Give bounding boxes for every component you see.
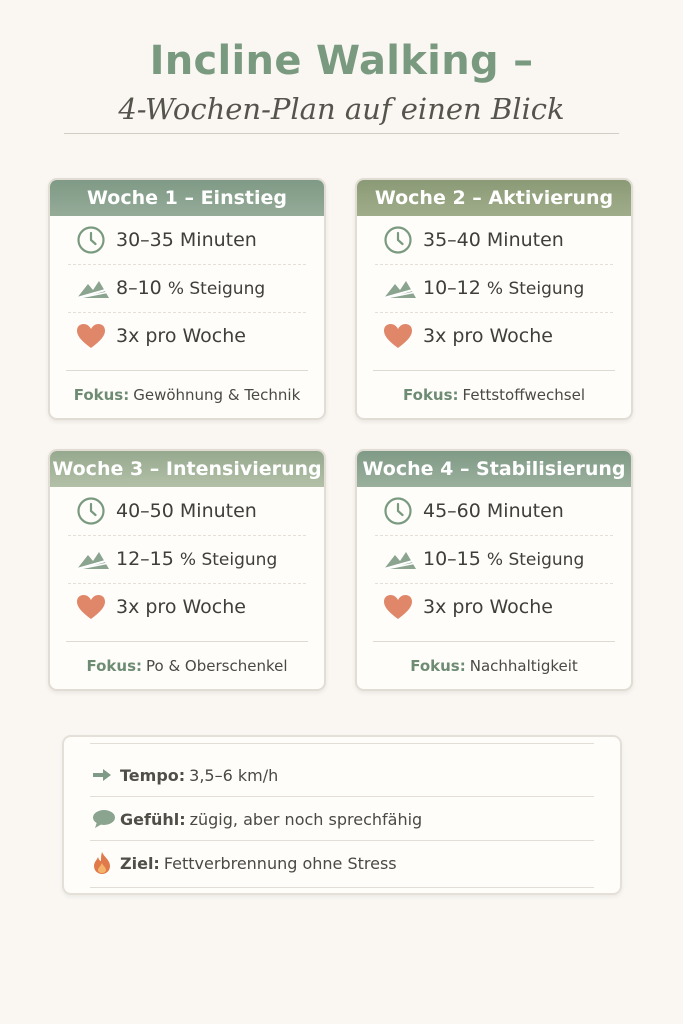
clock-icon <box>76 224 110 256</box>
week-card-heading: Woche 2 – Aktivierung <box>357 180 631 216</box>
mountain-icon <box>383 543 417 575</box>
feeling-value: zügig, aber noch sprechfähig <box>189 809 423 829</box>
focus-label: Fokus: <box>403 386 459 404</box>
clock-icon <box>383 224 417 256</box>
summary-divider <box>90 887 594 888</box>
arrow-right-icon <box>92 768 116 782</box>
tempo-row <box>92 755 278 795</box>
duration-row <box>68 216 306 265</box>
duration-text: 35–40 Minuten <box>423 229 564 251</box>
focus-value: Po & Oberschenkel <box>146 657 288 675</box>
heart-icon <box>76 591 110 623</box>
frequency-row <box>68 583 306 631</box>
week-card-2 <box>355 178 633 420</box>
speech-bubble-icon <box>92 809 116 829</box>
frequency-text: 3x pro Woche <box>423 596 553 618</box>
duration-row <box>68 487 306 536</box>
heart-icon <box>383 591 417 623</box>
frequency-row <box>68 312 306 360</box>
mountain-icon <box>76 543 110 575</box>
focus-label: Fokus: <box>86 657 143 675</box>
focus-label: Fokus: <box>73 386 130 404</box>
duration-row <box>375 216 613 265</box>
frequency-row <box>375 312 613 360</box>
week-card-4 <box>355 449 633 691</box>
frequency-text: 3x pro Woche <box>423 325 553 347</box>
title-divider <box>64 133 619 134</box>
focus-line <box>66 641 308 690</box>
focus-value: Nachhaltigkeit <box>469 657 578 675</box>
week-card-1 <box>48 178 326 420</box>
goal-label: Ziel: <box>120 853 160 873</box>
incline-row <box>68 264 306 313</box>
incline-value: 8–10 <box>116 277 162 299</box>
page-title: Incline Walking – <box>149 38 534 84</box>
summary-divider <box>90 796 594 797</box>
focus-line <box>66 370 308 419</box>
focus-value: Gewöhnung & Technik <box>133 386 301 404</box>
incline-row <box>68 535 306 584</box>
incline-unit: % Steigung <box>486 279 585 299</box>
focus-label: Fokus: <box>410 657 466 675</box>
frequency-text: 3x pro Woche <box>116 325 246 347</box>
goal-row <box>92 843 397 883</box>
focus-line <box>373 370 615 419</box>
week-card-heading: Woche 4 – Stabilisierung <box>357 451 631 487</box>
tempo-value: 3,5–6 km/h <box>189 765 279 785</box>
summary-divider <box>90 743 594 744</box>
tempo-label: Tempo: <box>120 765 186 785</box>
summary-divider <box>90 840 594 841</box>
flame-icon <box>92 851 116 875</box>
focus-line <box>373 641 615 690</box>
duration-row <box>375 487 613 536</box>
duration-text: 40–50 Minuten <box>116 500 257 522</box>
duration-text: 30–35 Minuten <box>116 229 257 251</box>
page-subtitle: 4-Wochen-Plan auf einen Blick <box>118 92 565 126</box>
incline-value: 12–15 <box>116 548 174 570</box>
heart-icon <box>383 320 417 352</box>
focus-value: Fettstoffwechsel <box>462 386 585 404</box>
incline-unit: % Steigung <box>486 550 585 570</box>
heart-icon <box>76 320 110 352</box>
mountain-icon <box>76 272 110 304</box>
mountain-icon <box>383 272 417 304</box>
feeling-row <box>92 799 422 839</box>
incline-value: 10–15 <box>423 548 481 570</box>
incline-value: 10–12 <box>423 277 481 299</box>
feeling-label: Gefühl: <box>120 809 186 829</box>
summary-box <box>62 735 622 895</box>
clock-icon <box>383 495 417 527</box>
clock-icon <box>76 495 110 527</box>
frequency-row <box>375 583 613 631</box>
week-card-heading: Woche 3 – Intensivierung <box>50 451 324 487</box>
duration-text: 45–60 Minuten <box>423 500 564 522</box>
frequency-text: 3x pro Woche <box>116 596 246 618</box>
incline-unit: % Steigung <box>179 550 278 570</box>
incline-unit: % Steigung <box>167 279 266 299</box>
goal-value: Fettverbrennung ohne Stress <box>163 853 397 873</box>
incline-row <box>375 264 613 313</box>
week-card-heading: Woche 1 – Einstieg <box>50 180 324 216</box>
week-card-3 <box>48 449 326 691</box>
incline-row <box>375 535 613 584</box>
